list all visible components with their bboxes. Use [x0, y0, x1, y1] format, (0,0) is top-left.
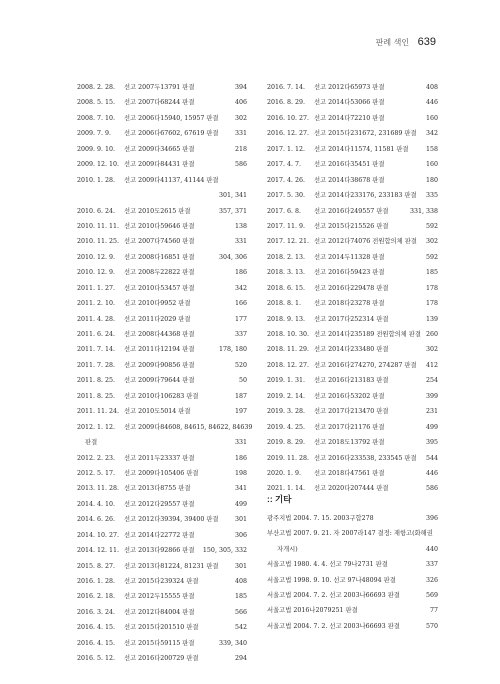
entry-pages: 304, 306	[218, 253, 247, 261]
section-title-other: :: 기타	[267, 494, 292, 504]
entry-case: 선고 2016다35451 판결	[314, 161, 385, 169]
index-entry	[77, 80, 247, 95]
entry-pages: 186	[234, 269, 247, 277]
entry-date: 2016. 1. 28.	[77, 578, 116, 585]
entry-case: 선고 2009다34665 판결	[124, 145, 195, 153]
other-entry-text: 서울고법 1998. 9. 10. 선고 97나48094 판결	[267, 576, 396, 584]
entry-case: 선고 2007두13791 판결	[124, 84, 195, 91]
entry-pages: 158	[425, 145, 438, 153]
index-entry	[267, 389, 438, 404]
index-entry	[77, 574, 247, 589]
index-entry	[77, 512, 247, 527]
index-entry	[77, 95, 247, 110]
index-entry	[77, 435, 247, 450]
index-entry	[267, 404, 438, 419]
other-entry-pages: 77	[429, 607, 438, 615]
running-header	[376, 36, 436, 48]
entry-case: 선고 2016다229478 판결	[314, 284, 389, 292]
entry-case: 선고 2017다21176 판결	[314, 423, 385, 431]
index-entry	[267, 296, 438, 311]
entry-date: 2011. 2. 10.	[77, 300, 116, 308]
entry-date: 2018. 9. 13.	[267, 315, 306, 323]
other-entry-text: 서울고법 2004. 7. 2. 선고 2003나66693 판결	[267, 622, 400, 630]
entry-case: 선고 2011두23337 판결	[124, 454, 195, 462]
entry-case: 판결	[85, 439, 98, 447]
entry-case: 선고 2007다74560 판결	[124, 238, 195, 246]
index-entry	[77, 559, 247, 574]
entry-pages: 302	[425, 238, 438, 246]
entry-pages: 586	[425, 485, 438, 493]
entry-date: 2019. 2. 14.	[267, 392, 306, 400]
entry-date: 2011. 6. 24.	[77, 331, 116, 338]
index-entry	[77, 265, 247, 280]
entry-pages: 335	[425, 192, 438, 200]
entry-date: 2010. 11. 11.	[77, 222, 120, 230]
entry-date: 2014. 4. 10.	[77, 500, 116, 508]
entry-pages: 446	[425, 469, 438, 477]
entry-case: 선고 2016다233538, 233545 판결	[314, 454, 417, 462]
entry-pages: 160	[425, 161, 438, 169]
index-entry	[267, 157, 438, 172]
entry-case: 선고 2018다47561 판결	[314, 469, 385, 477]
entry-date: 2008. 2. 28.	[77, 84, 116, 91]
index-entry	[267, 373, 438, 388]
entry-pages: 408	[425, 84, 438, 91]
index-entry	[267, 188, 438, 203]
index-entry	[267, 312, 438, 327]
entry-date: 2011. 1. 27.	[77, 284, 116, 292]
index-entry	[267, 265, 438, 280]
entry-pages: 331	[234, 238, 247, 246]
other-entry	[267, 603, 438, 618]
entry-pages: 586	[234, 161, 247, 169]
entry-case: 선고 2009다79644 판결	[124, 377, 195, 385]
entry-date: 2015. 8. 27.	[77, 562, 116, 570]
entry-pages: 446	[425, 99, 438, 107]
entry-case: 선고 2014다72210 판결	[314, 114, 385, 122]
entry-case: 선고 2011다2029 판결	[124, 315, 191, 323]
entry-pages: 50	[238, 377, 247, 385]
other-entry-pages: 569	[425, 591, 438, 599]
entry-date: 2017. 4. 26.	[267, 176, 306, 184]
entry-case: 선고 2012다84004 판결	[124, 608, 195, 616]
index-entry	[267, 466, 438, 481]
entry-case: 선고 2008두22822 판결	[124, 269, 195, 277]
entry-case: 선고 2012다29557 판결	[124, 500, 195, 508]
entry-pages: 331	[234, 439, 247, 447]
entry-case: 선고 2010다106283 판결	[124, 392, 199, 400]
entry-pages: 394	[234, 84, 247, 91]
index-entry	[267, 234, 438, 249]
entry-pages: 592	[425, 253, 438, 261]
entry-date: 2016. 7. 14.	[267, 84, 306, 91]
index-entry	[267, 126, 438, 141]
entry-date: 2019. 11. 28.	[267, 454, 310, 462]
entry-pages: 177	[234, 315, 247, 323]
entry-case: 선고 2014다235189 전원합의체 판결	[314, 331, 421, 338]
entry-case: 선고 2012두15555 판결	[124, 593, 195, 601]
entry-date: 2016. 10. 27.	[267, 114, 310, 122]
other-entry-text: 서울고법 2004. 7. 2. 선고 2003나66693 판결	[267, 591, 400, 599]
entry-date: 2019. 3. 28.	[267, 408, 306, 416]
entry-date: 2012. 5. 17.	[77, 469, 116, 477]
index-entry	[77, 250, 247, 265]
entry-case: 선고 2018도13792 판결	[314, 439, 385, 447]
entry-date: 2017. 11. 9.	[267, 222, 306, 230]
other-entry-text: 서울고법 2016나2079251 판결	[267, 607, 358, 615]
entry-case: 선고 2010다9952 판결	[124, 300, 191, 308]
index-entry	[77, 404, 247, 419]
index-entry	[267, 342, 438, 357]
index-entry	[77, 327, 247, 342]
index-entry	[77, 342, 247, 357]
entry-pages: 139	[425, 315, 438, 323]
entry-pages: 499	[234, 500, 247, 508]
entry-pages: 301, 341	[218, 192, 247, 200]
index-entry	[77, 528, 247, 543]
entry-date: 2018. 8. 1.	[267, 300, 302, 308]
entry-date: 2009. 7. 9.	[77, 130, 112, 138]
other-entry	[267, 557, 438, 572]
index-entry	[267, 173, 438, 188]
entry-pages: 218	[234, 145, 247, 153]
entry-date: 2014. 6. 26.	[77, 516, 116, 524]
entry-date: 2011. 4. 28.	[77, 315, 116, 323]
index-entry	[77, 497, 247, 512]
index-entry	[77, 373, 247, 388]
index-entry	[77, 481, 247, 496]
entry-case: 선고 2016다53202 판결	[314, 392, 385, 400]
entry-pages: 306	[234, 531, 247, 539]
entry-pages: 542	[234, 624, 247, 632]
other-entry-pages: 440	[425, 545, 438, 553]
entry-pages: 302	[234, 114, 247, 122]
index-entry	[77, 219, 247, 234]
index-entry	[77, 312, 247, 327]
entry-case: 선고 2010도2615 판결	[124, 207, 191, 215]
index-entry	[77, 389, 247, 404]
index-entry	[77, 420, 253, 435]
entry-pages: 412	[425, 361, 438, 369]
index-entry	[77, 204, 247, 219]
entry-date: 2013. 11. 28.	[77, 485, 120, 493]
other-entry-text: 서울고법 1980. 4. 4. 선고 79나2731 판결	[267, 561, 388, 569]
entry-date: 2016. 5. 12.	[77, 655, 116, 663]
entry-case: 선고 2010도5014 판결	[124, 408, 191, 416]
entry-pages: 301	[234, 516, 247, 524]
index-entry	[267, 435, 438, 450]
entry-pages: 178	[425, 284, 438, 292]
entry-date: 2011. 8. 25.	[77, 392, 116, 400]
index-entry	[267, 95, 438, 110]
entry-date: 2011. 11. 24.	[77, 408, 120, 416]
entry-date: 2018. 3. 13.	[267, 269, 306, 277]
index-entry	[77, 111, 247, 126]
entry-case: 선고 2009다105406 판결	[124, 469, 199, 477]
entry-case: 선고 2017다213470 판결	[314, 408, 389, 416]
entry-date: 2018. 6. 15.	[267, 284, 306, 292]
entry-case: 선고 2011다12194 판결	[124, 346, 195, 354]
entry-pages: 331, 338	[409, 207, 438, 215]
entry-pages: 260	[425, 331, 438, 338]
index-entry	[77, 188, 247, 203]
entry-pages: 337	[234, 331, 247, 338]
index-entry	[77, 173, 247, 188]
other-entry-pages: 337	[425, 561, 438, 569]
index-entry	[267, 250, 438, 265]
entry-pages: 592	[425, 222, 438, 230]
entry-case: 선고 2013다92866 판결	[124, 547, 195, 555]
entry-date: 2021. 1. 14.	[267, 485, 306, 493]
entry-date: 2020. 1. 9.	[267, 469, 302, 477]
index-entry	[267, 204, 438, 219]
entry-date: 2014. 10. 27.	[77, 531, 120, 539]
entry-pages: 185	[234, 593, 247, 601]
entry-case: 선고 2008다44368 판결	[124, 331, 195, 338]
entry-date: 2014. 12. 11.	[77, 547, 120, 555]
entry-case: 선고 2014두11328 판결	[314, 253, 385, 261]
other-entry	[267, 511, 438, 526]
index-entry	[77, 281, 247, 296]
entry-pages: 197	[234, 408, 247, 416]
entry-date: 2010. 1. 28.	[77, 176, 116, 184]
entry-pages: 302	[425, 346, 438, 354]
entry-case: 선고 2014다233480 판결	[314, 346, 389, 354]
entry-pages: 186	[234, 454, 247, 462]
index-entry	[77, 358, 247, 373]
entry-pages: 294	[234, 655, 247, 663]
index-entry	[267, 481, 438, 496]
other-entry-text: 부산고법 2007. 9. 21. 자 2007라147 결정: 재항고(화해권	[267, 530, 433, 538]
index-entry	[77, 126, 247, 141]
entry-date: 2017. 6. 8.	[267, 207, 302, 215]
index-entry	[77, 605, 247, 620]
entry-date: 2016. 4. 15.	[77, 624, 116, 632]
other-entry	[267, 619, 438, 634]
entry-date: 2017. 12. 21.	[267, 238, 310, 246]
entry-date: 2019. 1. 31.	[267, 377, 306, 385]
entry-case: 선고 2016다274270, 274287 판결	[314, 361, 417, 369]
entry-case: 선고 2020다207444 판결	[314, 485, 389, 493]
entry-date: 2011. 7. 14.	[77, 346, 116, 354]
entry-case: 선고 2016다200729 판결	[124, 655, 199, 663]
other-entry-pages: 326	[425, 576, 438, 584]
index-entry	[77, 296, 247, 311]
entry-date: 2011. 8. 25.	[77, 377, 116, 385]
entry-case: 선고 2014다53066 판결	[314, 99, 385, 107]
section-name: 판례 색인	[375, 38, 410, 47]
entry-case: 선고 2017다252314 판결	[314, 315, 389, 323]
entry-date: 2011. 7. 28.	[77, 361, 116, 369]
entry-pages: 301	[234, 562, 247, 570]
entry-pages: 499	[425, 423, 438, 431]
index-entry	[267, 111, 438, 126]
entry-date: 2016. 8. 29.	[267, 99, 306, 107]
entry-date: 2010. 12. 9.	[77, 269, 116, 277]
entry-case: 선고 2006다67602, 67619 판결	[124, 130, 219, 138]
entry-date: 2010. 11. 25.	[77, 238, 120, 246]
index-entry	[77, 142, 247, 157]
entry-pages: 180	[425, 176, 438, 184]
entry-pages: 331	[234, 130, 247, 138]
entry-case: 선고 2007다68244 판결	[124, 99, 195, 107]
entry-case: 선고 2009다90856 판결	[124, 361, 195, 369]
entry-case: 선고 2009다84608, 84615, 84622, 84639	[124, 423, 253, 431]
entry-case: 선고 2009다41137, 41144 판결	[124, 176, 219, 184]
entry-date: 2016. 3. 24.	[77, 608, 116, 616]
entry-date: 2012. 2. 23.	[77, 454, 116, 462]
entry-date: 2010. 6. 24.	[77, 207, 116, 215]
entry-date: 2012. 1. 12.	[77, 423, 116, 431]
entry-case: 선고 2015다201510 판결	[124, 624, 199, 632]
entry-date: 2018. 12. 27.	[267, 361, 310, 369]
index-entry	[77, 234, 247, 249]
entry-case: 선고 2012다39394, 39400 판결	[124, 516, 219, 524]
entry-case: 선고 2016다249557 판결	[314, 207, 389, 215]
page-number: 639	[417, 36, 436, 48]
index-entry	[77, 451, 247, 466]
entry-case: 선고 2010다53457 판결	[124, 284, 195, 292]
entry-date: 2019. 4. 25.	[267, 423, 306, 431]
index-entry	[77, 157, 247, 172]
entry-pages: 178, 180	[218, 346, 247, 354]
entry-pages: 408	[234, 578, 247, 585]
entry-date: 2018. 2. 13.	[267, 253, 306, 261]
entry-case: 선고 2014다38678 판결	[314, 176, 385, 184]
entry-date: 2010. 12. 9.	[77, 253, 116, 261]
entry-pages: 138	[234, 222, 247, 230]
entry-date: 2009. 9. 10.	[77, 145, 116, 153]
entry-pages: 544	[425, 454, 438, 462]
entry-case: 선고 2018다23278 판결	[314, 300, 385, 308]
index-entry	[77, 651, 247, 666]
index-entry	[267, 80, 438, 95]
entry-case: 선고 2009다84431 판결	[124, 161, 195, 169]
index-entry	[77, 589, 247, 604]
entry-date: 2009. 12. 10.	[77, 161, 120, 169]
entry-case: 선고 2015다215526 판결	[314, 222, 389, 230]
index-entry	[77, 466, 247, 481]
entry-date: 2017. 4. 7.	[267, 161, 302, 169]
other-entry-text: 광주지법 2004. 7. 15. 2003구합278	[267, 515, 374, 522]
entry-date: 2008. 5. 15.	[77, 99, 116, 107]
index-entry	[267, 327, 438, 342]
entry-case: 선고 2013다81224, 81231 판결	[124, 562, 219, 570]
index-entry	[267, 219, 438, 234]
entry-date: 2016. 12. 27.	[267, 130, 310, 138]
entry-pages: 342	[234, 284, 247, 292]
left-column	[77, 80, 253, 667]
entry-date: 2016. 4. 15.	[77, 639, 116, 647]
entry-pages: 399	[425, 392, 438, 400]
entry-pages: 231	[425, 408, 438, 416]
entry-case: 선고 2013다8755 판결	[124, 485, 191, 493]
entry-pages: 342	[425, 130, 438, 138]
entry-case: 선고 2014다22772 판결	[124, 531, 195, 539]
index-entry	[267, 142, 438, 157]
other-entry	[267, 542, 438, 557]
other-entry-pages: 396	[425, 515, 438, 522]
entry-case: 선고 2014다233176, 233183 판결	[314, 192, 417, 200]
entry-pages: 357, 371	[218, 207, 247, 215]
index-entry	[267, 281, 438, 296]
entry-pages: 187	[234, 392, 247, 400]
entry-pages: 395	[425, 439, 438, 447]
entry-date: 2018. 10. 30.	[267, 331, 310, 338]
entry-pages: 341	[234, 485, 247, 493]
entry-pages: 198	[234, 469, 247, 477]
entry-pages: 160	[425, 114, 438, 122]
entry-case: 선고 2006다15940, 15957 판결	[124, 114, 219, 122]
other-entry	[267, 588, 438, 603]
index-entry	[267, 420, 438, 435]
index-entry	[267, 451, 438, 466]
entry-pages: 178	[425, 300, 438, 308]
entry-pages: 150, 305, 332	[202, 547, 247, 555]
entry-pages: 406	[234, 99, 247, 107]
entry-pages: 520	[234, 361, 247, 369]
entry-case: 선고 2012다65973 판결	[314, 84, 385, 91]
other-section-list	[267, 511, 438, 634]
entry-case: 선고 2015다239324 판결	[124, 578, 199, 585]
entry-pages: 339, 340	[218, 639, 247, 647]
entry-case: 선고 2010다59646 판결	[124, 222, 195, 230]
entry-case: 선고 2016다59423 판결	[314, 269, 385, 277]
other-entry-pages: 570	[425, 622, 438, 630]
right-column	[267, 80, 438, 497]
index-entry	[77, 543, 247, 558]
entry-date: 2017. 5. 30.	[267, 192, 306, 200]
index-entry	[77, 636, 247, 651]
entry-pages: 185	[425, 269, 438, 277]
other-entry	[267, 526, 438, 541]
entry-date: 2019. 8. 29.	[267, 439, 306, 447]
entry-case: 선고 2015다59115 판결	[124, 639, 195, 647]
entry-case: 선고 2015다231672, 231689 판결	[314, 130, 417, 138]
other-entry	[267, 573, 438, 588]
entry-pages: 566	[234, 608, 247, 616]
index-entry	[77, 620, 247, 635]
entry-pages: 254	[425, 377, 438, 385]
entry-date: 2008. 7. 10.	[77, 114, 116, 122]
entry-case: 선고 2016다213183 판결	[314, 377, 389, 385]
entry-case: 선고 2014다11574, 11581 판결	[314, 145, 409, 153]
entry-date: 2016. 2. 18.	[77, 593, 116, 601]
entry-pages: 166	[234, 300, 247, 308]
entry-case: 선고 2008다16851 판결	[124, 253, 195, 261]
other-entry-text: 자개시)	[277, 545, 298, 553]
entry-date: 2017. 1. 12.	[267, 145, 306, 153]
entry-date: 2018. 11. 29.	[267, 346, 310, 354]
entry-case: 선고 2012다74076 전원합의체 판결	[314, 238, 417, 246]
index-entry	[267, 358, 438, 373]
